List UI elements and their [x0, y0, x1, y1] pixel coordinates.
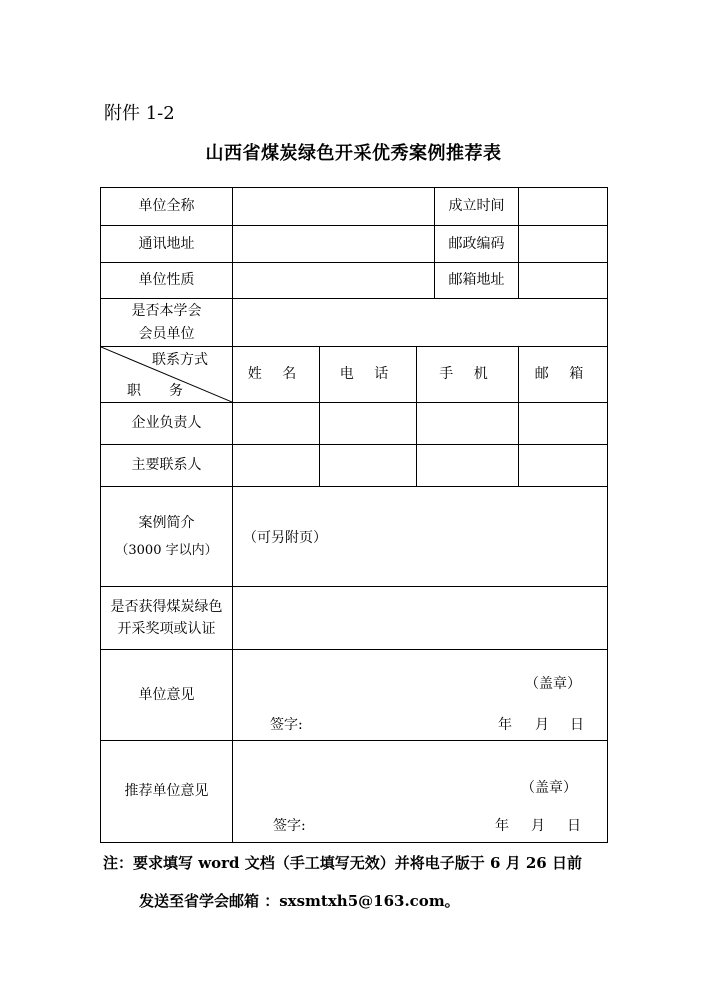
table-row: [101, 347, 608, 403]
main-contact-email-field[interactable]: [519, 445, 608, 487]
unit-seal-text: （盖章）: [525, 676, 581, 692]
form-title: 山西省煤炭绿色开采优秀案例推荐表: [205, 143, 502, 164]
table-row: [101, 299, 608, 347]
email-column-header: [519, 347, 608, 403]
submission-note-line2: 发送至省学会邮箱 ：sxsmtxh5@163.com。: [139, 892, 460, 910]
award-label: [101, 587, 233, 650]
recommend-date-month: 月: [531, 818, 545, 834]
unit-date-year: 年: [498, 717, 512, 733]
main-contact-label: 主要联系人: [101, 445, 233, 487]
recommendation-form-table: [100, 187, 608, 843]
case-intro-title: 案例简介: [138, 514, 195, 531]
submission-note-line1: 注：要求填写 word 文档（手工填写无效）并将电子版于 6 月 26 日前: [103, 854, 582, 872]
phone-column-header-text: 电 话: [339, 366, 397, 383]
recommend-date-day: 日: [567, 818, 581, 834]
table-row: [101, 650, 608, 741]
recommend-sign-label: 签字:: [273, 818, 306, 834]
mail-address-field[interactable]: [519, 263, 608, 299]
table-row: [101, 188, 608, 226]
unit-sign-label: 签字:: [270, 717, 303, 733]
email-column-header-text: 邮 箱: [534, 366, 592, 383]
name-column-header: [233, 347, 320, 403]
recommend-seal-text: （盖章）: [521, 780, 577, 796]
main-contact-phone-field[interactable]: [320, 445, 417, 487]
case-intro-limit: （3000 字以内）: [115, 542, 218, 558]
award-field[interactable]: [233, 587, 608, 650]
position-header: 职 务: [127, 382, 183, 399]
member-unit-label-line2: 会员单位: [138, 325, 195, 342]
mobile-column-header-text: 手 机: [439, 366, 496, 383]
contact-method-header: 联系方式: [152, 352, 208, 368]
case-attach-note: （可另附页）: [243, 530, 327, 546]
recommend-opinion-label: 推荐单位意见: [101, 741, 233, 843]
established-time-label: 成立时间: [435, 188, 519, 226]
table-row: [101, 741, 608, 843]
enterprise-head-label: 企业负责人: [101, 403, 233, 445]
member-unit-label: [101, 299, 233, 347]
main-contact-mobile-field[interactable]: [417, 445, 519, 487]
table-row: [101, 487, 608, 587]
annex-label: 附件 1-2: [104, 103, 175, 124]
postal-code-label: 邮政编码: [435, 226, 519, 263]
unit-opinion-label: 单位意见: [101, 650, 233, 741]
enterprise-head-name-field[interactable]: [233, 403, 320, 445]
address-field[interactable]: [233, 226, 435, 263]
diagonal-header-cell: [101, 347, 233, 403]
enterprise-head-email-field[interactable]: [519, 403, 608, 445]
unit-nature-field[interactable]: [233, 263, 435, 299]
table-row: [101, 445, 608, 487]
recommend-opinion-field[interactable]: [233, 741, 608, 843]
unit-date-day: 日: [570, 717, 584, 733]
enterprise-head-phone-field[interactable]: [320, 403, 417, 445]
established-time-field[interactable]: [519, 188, 608, 226]
table-row: [101, 226, 608, 263]
case-intro-field[interactable]: [233, 487, 608, 587]
unit-full-name-label: 单位全称: [101, 188, 233, 226]
case-intro-label: [101, 487, 233, 587]
unit-nature-label: 单位性质: [101, 263, 233, 299]
table-row: [101, 403, 608, 445]
mobile-column-header: [417, 347, 519, 403]
member-unit-label-line1: 是否本学会: [131, 303, 202, 320]
recommend-date-year: 年: [495, 818, 509, 834]
enterprise-head-mobile-field[interactable]: [417, 403, 519, 445]
unit-full-name-field[interactable]: [233, 188, 435, 226]
table-row: [101, 263, 608, 299]
table-row: [101, 587, 608, 650]
postal-code-field[interactable]: [519, 226, 608, 263]
name-column-header-text: 姓 名: [247, 366, 305, 383]
member-unit-field[interactable]: [233, 299, 608, 347]
award-label-line1: 是否获得煤炭绿色: [110, 598, 223, 615]
award-label-line2: 开采奖项或认证: [117, 621, 216, 637]
phone-column-header: [320, 347, 417, 403]
address-label: 通讯地址: [101, 226, 233, 263]
unit-date-month: 月: [535, 717, 549, 733]
main-contact-name-field[interactable]: [233, 445, 320, 487]
mail-address-label: 邮箱地址: [435, 263, 519, 299]
unit-opinion-field[interactable]: [233, 650, 608, 741]
